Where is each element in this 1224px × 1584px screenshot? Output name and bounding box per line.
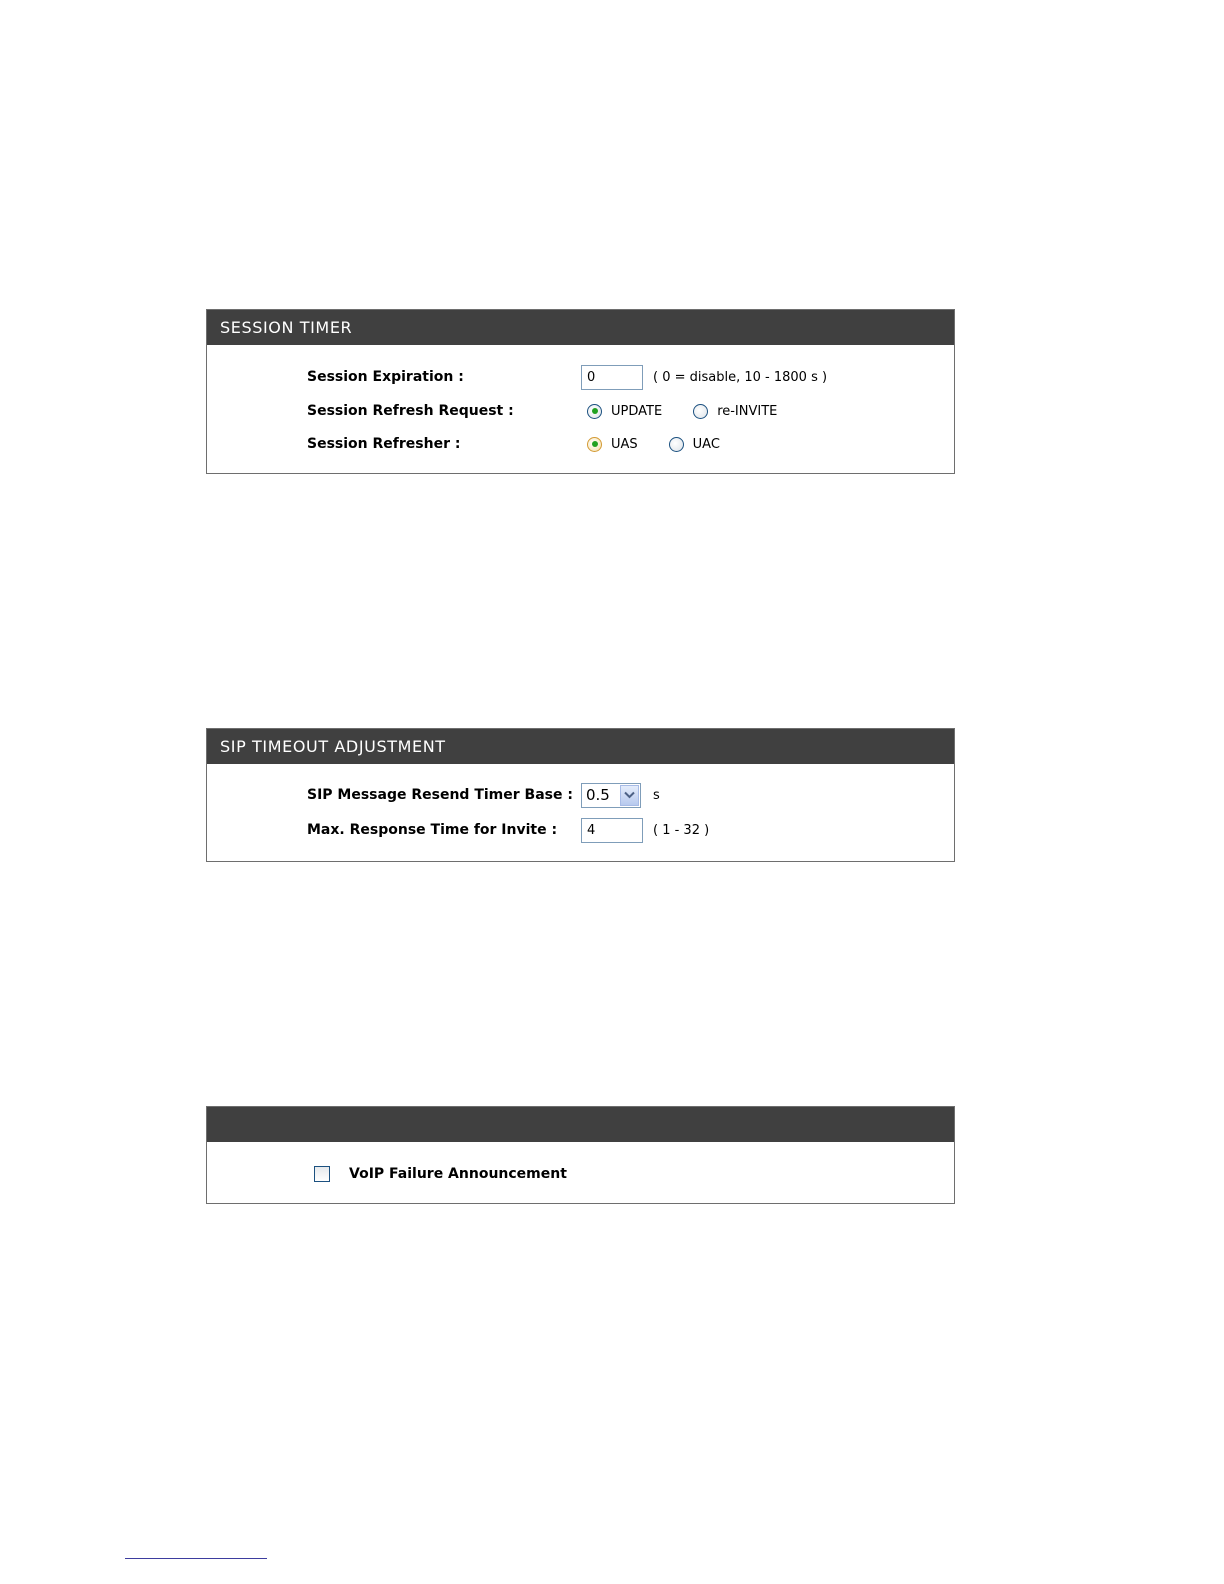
- radio-update[interactable]: [587, 404, 602, 419]
- session-timer-header: SESSION TIMER: [207, 310, 954, 345]
- voip-failure-label: VoIP Failure Announcement: [349, 1166, 567, 1182]
- session-timer-panel: [206, 309, 955, 474]
- radio-uas[interactable]: [587, 437, 602, 452]
- session-expiration-input[interactable]: 0: [581, 365, 643, 390]
- resend-timer-row: [207, 781, 954, 809]
- max-response-row: [207, 816, 954, 844]
- radio-uac-group[interactable]: [669, 437, 720, 452]
- radio-uas-label: UAS: [611, 436, 638, 452]
- max-response-hint: ( 1 - 32 ): [653, 822, 710, 838]
- radio-uac-label: UAC: [692, 436, 720, 452]
- session-refresh-request-row: [207, 397, 954, 425]
- max-response-label: Max. Response Time for Invite :: [307, 822, 558, 838]
- resend-timer-select[interactable]: [581, 783, 641, 808]
- voip-failure-control: [314, 1160, 567, 1188]
- radio-update-group[interactable]: [587, 404, 662, 419]
- footnote-divider: [125, 1558, 267, 1559]
- chevron-down-icon[interactable]: [620, 785, 639, 806]
- max-response-input[interactable]: 4: [581, 818, 643, 843]
- radio-reinvite-label: re-INVITE: [717, 403, 778, 419]
- session-expiration-row: [207, 363, 954, 391]
- radio-reinvite[interactable]: [693, 404, 708, 419]
- session-refresher-label: Session Refresher :: [307, 436, 461, 452]
- radio-reinvite-group[interactable]: [693, 404, 777, 419]
- session-expiration-label: Session Expiration :: [307, 369, 464, 385]
- sip-timeout-header: SIP TIMEOUT ADJUSTMENT: [207, 729, 954, 764]
- voip-failure-panel: [206, 1106, 955, 1204]
- resend-timer-control: [581, 781, 660, 809]
- radio-uas-group[interactable]: [587, 437, 638, 452]
- radio-uac[interactable]: [669, 437, 684, 452]
- radio-update-label: UPDATE: [611, 403, 663, 419]
- session-refresher-row: [207, 430, 954, 458]
- voip-failure-checkbox[interactable]: [314, 1166, 330, 1182]
- session-expiration-control: [581, 363, 827, 391]
- session-refresher-control: [587, 430, 720, 458]
- session-refresh-request-control: [587, 397, 777, 425]
- max-response-control: [581, 816, 709, 844]
- voip-failure-row: [207, 1160, 954, 1188]
- session-expiration-hint: ( 0 = disable, 10 - 1800 s ): [653, 369, 828, 385]
- sip-timeout-panel: [206, 728, 955, 862]
- voip-failure-header: [207, 1107, 954, 1142]
- session-refresh-request-label: Session Refresh Request :: [307, 403, 514, 419]
- resend-timer-value: 0.5: [586, 786, 610, 804]
- chevron-down-icon-graphic: [624, 791, 635, 799]
- resend-timer-unit: s: [653, 787, 660, 803]
- resend-timer-label: SIP Message Resend Timer Base :: [307, 787, 573, 803]
